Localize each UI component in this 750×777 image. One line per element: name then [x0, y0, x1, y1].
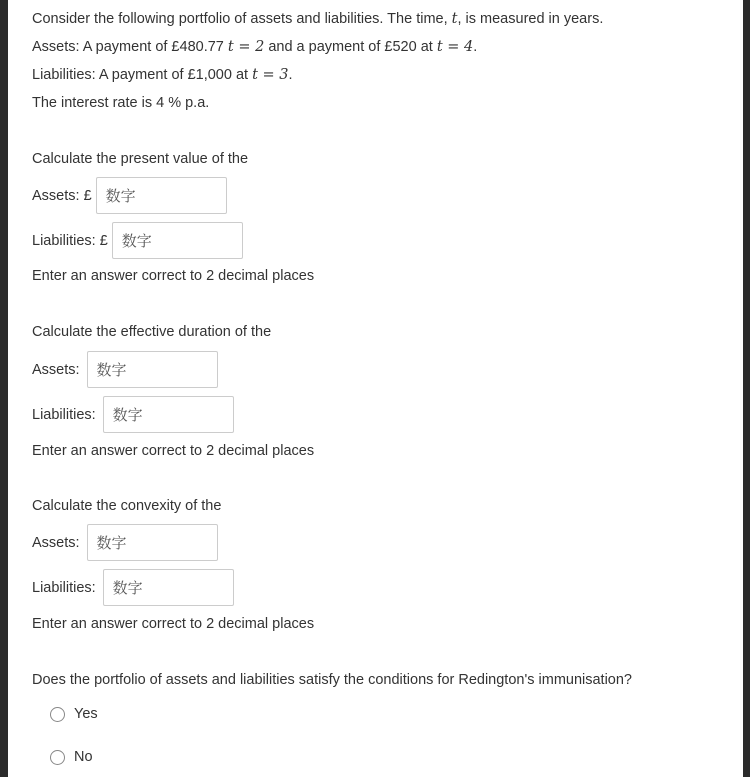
- redington-question: Does the portfolio of assets and liabilities satisfy the conditions for Redington's immunisation?: [32, 672, 633, 688]
- duration-liabilities-input[interactable]: 数字: [103, 396, 234, 433]
- option-no[interactable]: [50, 749, 93, 765]
- duration-assets-label: Assets:: [32, 361, 80, 378]
- radio-no[interactable]: [50, 750, 65, 765]
- option-yes-label: Yes: [74, 706, 98, 722]
- pv-liabilities-input[interactable]: 数字: [112, 222, 243, 259]
- pv-liabilities-row: [32, 222, 243, 259]
- pv-prompt: Calculate the present value of the: [32, 151, 249, 167]
- convexity-assets-row: [32, 524, 218, 561]
- intro-line-1: Consider the following portfolio of assets and liabilities. The time, t, is measured in years.: [32, 11, 604, 27]
- question-panel: [8, 0, 743, 777]
- duration-prompt: Calculate the effective duration of the: [32, 324, 272, 340]
- assets-description: Assets: A payment of £480.77 t = 2 and a payment of £520 at t = 4.: [32, 39, 478, 55]
- convexity-liabilities-row: [32, 569, 234, 606]
- pv-liabilities-label: Liabilities: £: [32, 232, 108, 249]
- convexity-prompt: Calculate the convexity of the: [32, 498, 222, 514]
- liabilities-description: Liabilities: A payment of £1,000 at t = 3.: [32, 67, 293, 83]
- radio-yes[interactable]: [50, 707, 65, 722]
- convexity-assets-input[interactable]: 数字: [87, 524, 218, 561]
- option-yes[interactable]: [50, 706, 98, 722]
- convexity-liabilities-label: Liabilities:: [32, 579, 96, 596]
- duration-assets-input[interactable]: 数字: [87, 351, 218, 388]
- interest-rate-text: The interest rate is 4 % p.a.: [32, 95, 210, 111]
- pv-assets-label: Assets: £: [32, 187, 92, 204]
- duration-liabilities-label: Liabilities:: [32, 406, 96, 423]
- duration-assets-row: [32, 351, 218, 388]
- option-no-label: No: [74, 749, 93, 765]
- duration-liabilities-row: [32, 396, 234, 433]
- pv-assets-input[interactable]: 数字: [96, 177, 227, 214]
- convexity-hint: Enter an answer correct to 2 decimal places: [32, 616, 315, 632]
- pv-hint: Enter an answer correct to 2 decimal places: [32, 268, 315, 284]
- duration-hint: Enter an answer correct to 2 decimal places: [32, 443, 315, 459]
- convexity-assets-label: Assets:: [32, 534, 80, 551]
- pv-assets-row: [32, 177, 227, 214]
- convexity-liabilities-input[interactable]: 数字: [103, 569, 234, 606]
